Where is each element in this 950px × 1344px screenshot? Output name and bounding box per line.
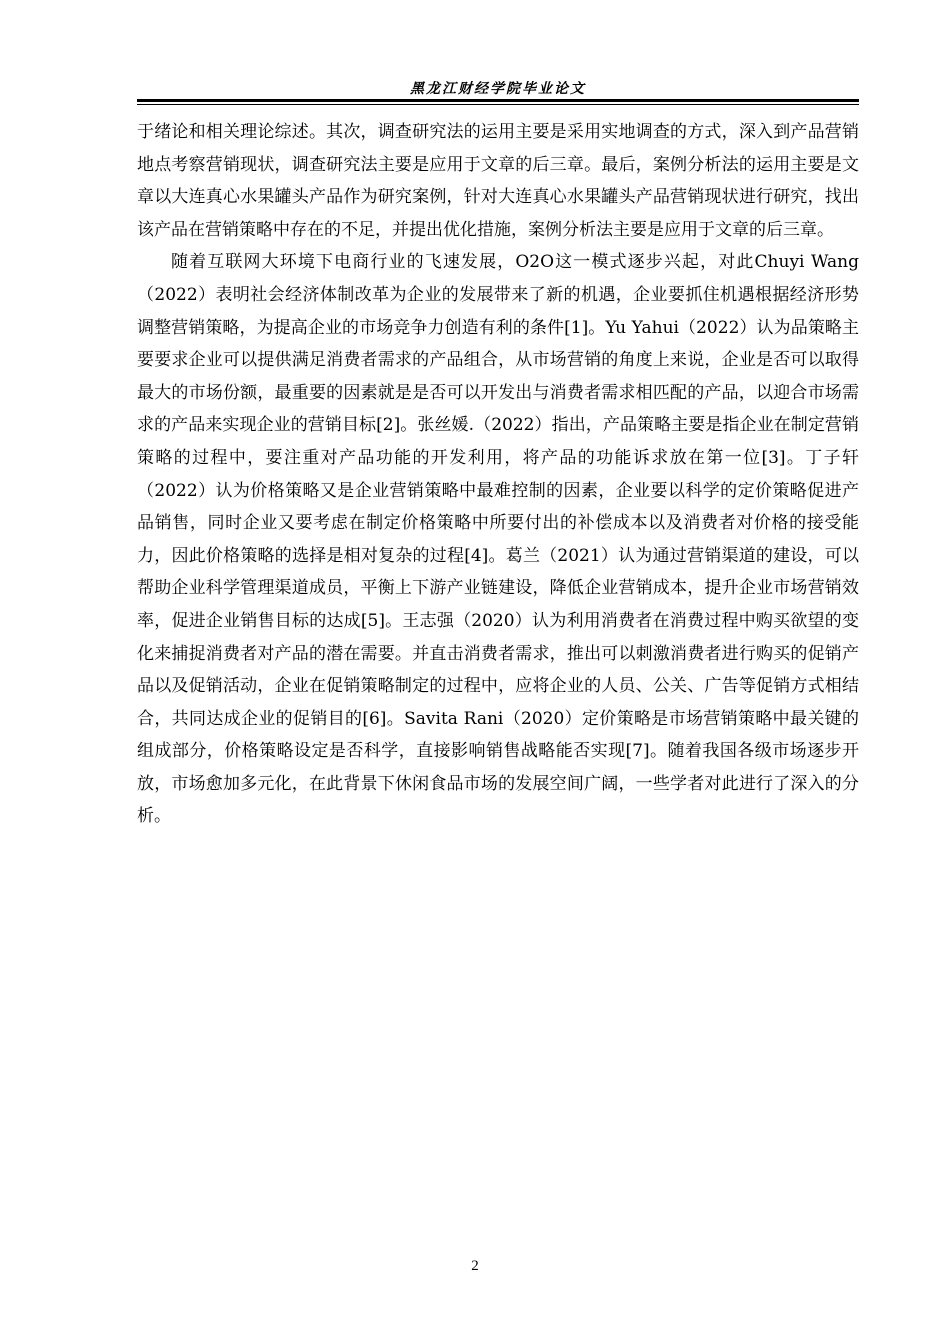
page-number: 2: [471, 1258, 479, 1274]
running-header: 黑龙江财经学院毕业论文: [410, 81, 586, 97]
paragraph-1: 于绪论和相关理论综述。其次，调查研究法的运用主要是采用实地调查的方式，深入到产品营销地点考察营销现状，调查研究法主要是应用于文章的后三章。最后，案例分析法的运用主要是文章以大连真心水果罐头产品作为研究案例，针对大连真心水果罐头产品营销现状进行研究，找出该产品在营销策略中存在的不足，并提出优化措施，案例分析法主要是应用于文章的后三章。: [137, 122, 859, 240]
paragraph-2: 随着互联网大环境下电商行业的飞速发展，O2O这一模式逐步兴起，对此Chuyi Wang（2022）表明社会经济体制改革为企业的发展带来了新的机遇，企业要抓住机遇根据经济形势调整营销策略，为提高企业的市场竞争力创造有利的条件[1]。Yu Yahui（2022）认为品策略主要要求企业可以提供满足消费者需求的产品组合，从市场营销的角度上来说，企业是否可以取得最大的市场份额，最重要的因素就是是否可以开发出与消费者需求相匹配的产品，以迎合市场需求的产品来实现企业的营销目标[2]。张丝媛.（2022）指出，产品策略主要是指企业在制定营销策略的过程中，要注重对产品功能的开发利用，将产品的功能诉求放在第一位[3]。丁子轩（2022）认为价格策略又是企业营销策略中最难控制的因素，企业要以科学的定价策略促进产品销售，同时企业又要考虑在制定价格策略中所要付出的补偿成本以及消费者对价格的接受能力，因此价格策略的选择是相对复杂的过程[4]。葛兰（2021）认为通过营销渠道的建设，可以帮助企业科学管理渠道成员，平衡上下游产业链建设，降低企业营销成本，提升企业市场营销效率，促进企业销售目标的达成[5]。王志强（2020）认为利用消费者在消费过程中购买欲望的变化来捕捉消费者对产品的潜在需要。并直击消费者需求，推出可以刺激消费者进行购买的促销产品以及促销活动，企业在促销策略制定的过程中，应将企业的人员、公关、广告等促销方式相结合，共同达成企业的促销目的[6]。Savita Rani（2020）定价策略是市场营销策略中最关键的组成部分，价格策略设定是否科学，直接影响销售战略能否实现[7]。随着我国各级市场逐步开放，市场愈加多元化，在此背景下休闲食品市场的发展空间广阔，一些学者对此进行了深入的分析。: [137, 252, 859, 827]
header-rule-thin: [137, 104, 859, 105]
body-text: [137, 116, 859, 833]
header-rule-thick: [137, 99, 859, 102]
